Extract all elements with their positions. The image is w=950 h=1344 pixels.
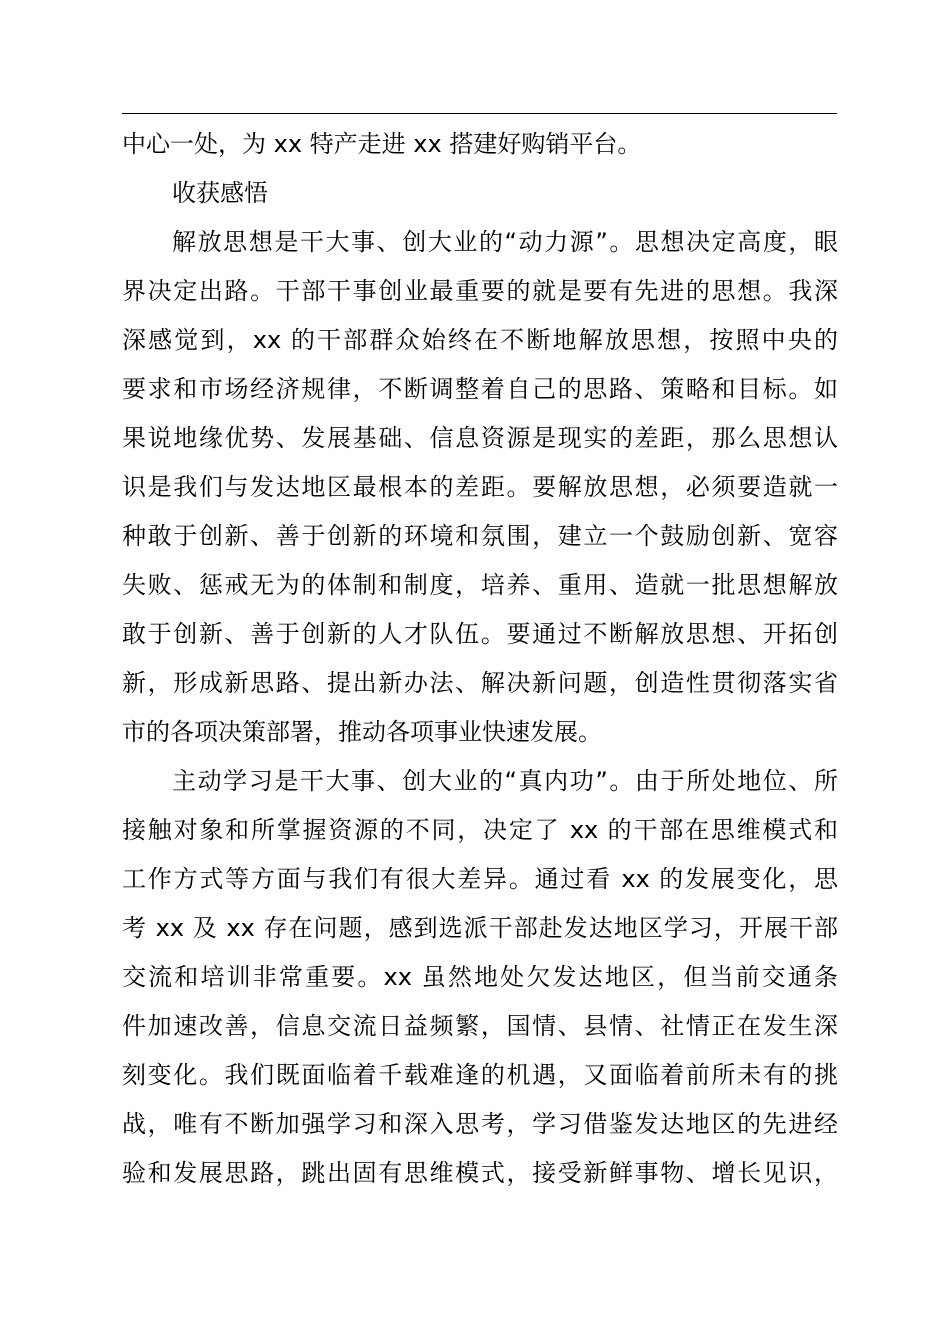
paragraph-line: 刻变化。我们既面临着千载难逢的机遇，又面临着前所未有的挑 <box>122 1061 838 1089</box>
paragraph-liberate-thinking <box>122 218 838 757</box>
paragraph-line: 考 xx 及 xx 存在问题，感到选派干部赴发达地区学习，开展干部 <box>122 914 838 942</box>
paragraph-line: 新，形成新思路、提出新办法、解决新问题，创造性贯彻落实省 <box>122 669 838 697</box>
paragraph-line: 工作方式等方面与我们有很大差异。通过看 xx 的发展变化，思 <box>122 865 838 893</box>
paragraph-line: 失败、惩戒无为的体制和制度，培养、重用、造就一批思想解放 <box>122 571 838 599</box>
header-rule <box>122 113 837 114</box>
paragraph-line: 识是我们与发达地区最根本的差距。要解放思想，必须要造就一 <box>122 473 838 501</box>
paragraph-active-learning <box>122 757 838 1198</box>
paragraph-line: 战，唯有不断加强学习和深入思考，学习借鉴发达地区的先进经 <box>122 1110 838 1138</box>
paragraph-line: 主动学习是干大事、创大业的“真内功”。由于所处地位、所 <box>172 767 838 795</box>
paragraph-line: 界决定出路。干部干事创业最重要的就是要有先进的思想。我深 <box>122 277 838 305</box>
paragraph-line: 件加速改善，信息交流日益频繁，国情、县情、社情正在发生深 <box>122 1012 838 1040</box>
paragraph-line: 要求和市场经济规律，不断调整着自己的思路、策略和目标。如 <box>122 375 838 403</box>
paragraph-line: 果说地缘优势、发展基础、信息资源是现实的差距，那么思想认 <box>122 424 838 452</box>
section-heading: 收获感悟 <box>172 179 268 207</box>
paragraph-line: 交流和培训非常重要。xx 虽然地处欠发达地区，但当前交通条 <box>122 963 838 991</box>
paragraph-line: 市的各项决策部署，推动各项事业快速发展。 <box>122 718 602 746</box>
paragraph-line: 深感觉到，xx 的干部群众始终在不断地解放思想，按照中央的 <box>122 326 838 354</box>
paragraph-line: 验和发展思路，跳出固有思维模式，接受新鲜事物、增长见识， <box>122 1159 838 1187</box>
paragraph-line: 解放思想是干大事、创大业的“动力源”。思想决定高度，眼 <box>172 228 838 256</box>
paragraph-line: 敢于创新、善于创新的人才队伍。要通过不断解放思想、开拓创 <box>122 620 838 648</box>
paragraph-line: 接触对象和所掌握资源的不同，决定了 xx 的干部在思维模式和 <box>122 816 838 844</box>
continuation-line: 中心一处，为 xx 特产走进 xx 搭建好购销平台。 <box>122 130 642 158</box>
document-body <box>122 120 838 1198</box>
paragraph-line: 种敢于创新、善于创新的环境和氛围，建立一个鼓励创新、宽容 <box>122 522 838 550</box>
